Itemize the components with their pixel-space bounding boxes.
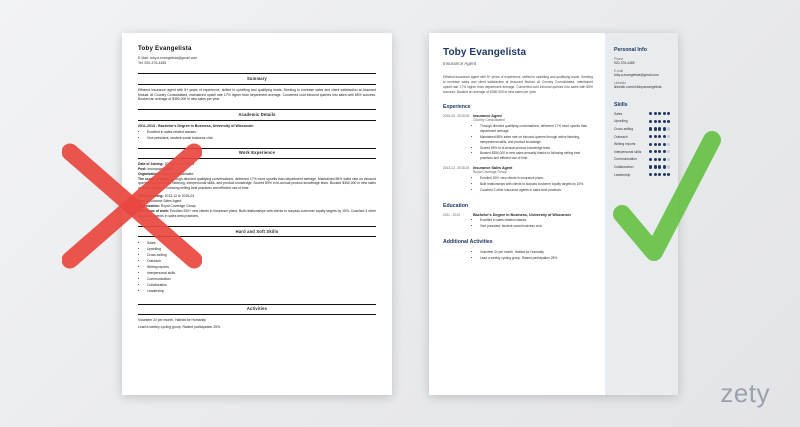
linkedin-value: linkedin.com/in/tobyaevangelista [614,85,662,90]
bad-activity-1: Lead a weekly cycling group. Raised participation 25%. [138,324,221,329]
bad-job-1-scope-label: The scope of work: [138,209,169,214]
good-exp-1-dates: 2013-12 - 2015-03 [443,166,470,171]
list-item: • Outreach [147,259,376,264]
bad-job-0-dates-value: 2015-03 to 2019-05 [164,161,195,166]
list-item: • Scored 89% in bi-annual product knowledge tests. [480,146,593,151]
skill-row [614,150,670,154]
skill-row [614,135,670,139]
skill-row [614,127,670,131]
list-item: • Excelled in sales-related classes. [147,130,376,135]
good-exp-1-title: Insurance Sales Agent [473,166,513,171]
skill-level-dots [649,135,670,138]
bad-job-0-dates-label: Date of Joining: [138,161,164,166]
good-exp-1-org: Royal Coverage Group [473,170,507,175]
bad-work-title: Work Experience [138,148,376,159]
skill-name: Sales [614,111,623,116]
bad-activity-0: Volunteer 2x per month, Habitat for Humanity [138,317,206,322]
bad-academic-entry: 2011-2013 - Bachelor's Degree in Business, University of Wisconsin [138,123,254,128]
list-item: • Booked $350,000 in new sales annually thanks to following selling best practices and efficient use of time. [480,151,593,161]
good-edu-dates: 2011 - 2013 [443,212,460,217]
skill-row [614,119,670,123]
bad-skills-col-1 [138,241,376,294]
bad-academic-bullets [138,130,376,141]
bad-skills-title: Hard and Soft Skills [138,226,376,237]
list-item: • Through directed qualifying conversations, delivered 17% more upsells than department average. [480,124,593,134]
linkedin-label: LinkedIn [614,81,627,86]
good-resume-document [429,33,678,395]
list-item: • Communication [147,277,376,282]
bad-resume-document [122,33,392,395]
list-item: • Built relationships with clients to surpass customer loyalty targets by 15%. [480,182,593,187]
skill-level-dots [649,112,670,115]
list-item: • Vice president, student social business club. [480,224,593,229]
bad-academic-section [138,109,376,140]
bad-resume-name: Toby Evangelista [138,45,192,52]
list-item: • Vice president, student social business club. [147,136,376,141]
good-education-title: Education [443,202,469,209]
skill-name: Leadership [614,172,631,177]
bad-job-1-post-value: Insurance Sales Agent [147,199,182,204]
skill-row [614,142,670,146]
skill-name: Communication [614,157,637,162]
list-item: • Volunteer 2x per month, Habitat for Humanity [480,250,593,255]
good-activities-entry [443,249,593,262]
good-experience-title: Experience [443,104,471,111]
bad-resume-phone: Tel: 920-376-4485 [138,61,167,66]
good-edu-degree: Bachelor's Degree in Business, University of Wisconsin [473,212,571,217]
good-resume-role: Insurance Agent [443,61,477,66]
list-item: • Sales [147,241,376,246]
bad-job-0-scope-value: Through directed qualifying conversations, delivered 17% more upsells than department average. Maintained 88% sales rate on inbound queries through active listening, interpersonal skills, and product knowledge. Scored 89% in bi-annual product knowledge tests. Booked $350,000 in new sales annually thanks to following selling best practices and efficient use of time. [138,176,376,191]
skill-row [614,165,670,169]
skill-name: Upselling [614,119,628,124]
good-exp-0-bullets [473,124,593,161]
list-item: • Excelled in sales-related classes. [480,218,593,223]
good-edu-bullets [473,218,593,229]
list-item: • Lead a weekly cycling group. Raised participation 25%. [480,256,593,261]
bad-job-1-dates-label: Date of Joining: [138,194,164,199]
bad-summary-text: Efficient insurance agent with 5+ years of experience, skilled in upselling and qualifying leads. Seeking to increase sales and client satisfaction at Assurant Mutual. At Country Consolidated, maintained upsell rate 17% higher than department average. Converted cold inbound queries into sales with 85% success. Booked an average of $350,000 in new sales per year. [138,87,376,102]
skill-row [614,157,670,161]
list-item: • Coached 3 other insurance agents in sales best practices. [480,188,593,193]
good-exp-0-title: Insurance Agent [473,114,502,119]
bad-job-1-dates-value: 2013-12 to 2015-03 [164,194,195,199]
good-resume-intro: Efficient insurance agent with 5+ years of experience, skilled in upselling and qualifying leads. Seeking to increase sales and client satisfaction at Assurant Mutual. At Country Consolidated, maintained upsell rate 17% higher than department average. Converted cold inbound queries into sales with 85% success. Booked an average of $350,000 in new sales per year. [443,75,593,95]
list-item: • Interpersonal skills [147,271,376,276]
good-resume-main-column [429,33,605,395]
bad-activities-title: Activities [138,304,376,315]
bad-job-1-scope-value: Enrolled 200+ new clients in insurance plans. Built relationships with clients to surpass customer loyalty targets by 15%. Coached 3 other insurance agents in sales best practices. [138,209,376,219]
zety-watermark: zety [720,378,770,408]
bad-job-0-scope [138,177,376,192]
skill-name: Outreach [614,134,628,139]
good-resume-name: Toby Evangelista [443,47,527,58]
bad-summary-title: Summary [138,73,376,84]
skill-name: Collaboration [614,164,634,169]
bad-job-1-post-label: Post: [138,199,147,204]
skill-name: Cross-selling [614,127,634,132]
bad-resume-email: E-Mail: toby.a.evangelista@gmail.com [138,55,198,60]
phone-value: 920-376-4485 [614,61,635,65]
skill-level-dots [649,150,670,153]
bad-job-0-scope-label: The scope of work: [138,176,170,181]
bad-job-0-post-label: Post: [138,166,147,171]
list-item: • Collaboration [147,283,376,288]
phone-label: Phone [614,57,624,61]
list-item: • Maintained 88% sales rate on inbound queries through active listening, interpersonal skills, and product knowledge. [480,135,593,145]
good-experience-entry [443,166,593,193]
skill-level-dots [649,158,670,161]
skill-name: Writing reports [614,142,636,147]
bad-activities-section [138,304,376,330]
skill-level-dots [649,143,670,146]
skill-row [614,173,670,177]
good-activities-bullets [473,250,593,261]
personal-info-item [614,81,670,90]
list-item: • Writing reports [147,265,376,270]
personal-info-item [614,57,670,66]
skills-title: Skills [614,101,628,108]
bad-job-1-org-value: Royal Coverage Group [160,204,196,209]
bad-job-0-org-label: Organization: [138,171,160,176]
email-label: E-mail [614,69,624,74]
good-exp-0-dates: 2015-03 - 2019-05 [443,114,470,119]
bad-job-1-scope [138,209,376,219]
good-exp-0-org: Country Consolidated [473,118,505,123]
list-item: • Upselling [147,247,376,252]
good-activities-spacer [443,249,473,262]
bad-work-section [138,148,376,219]
good-resume-sidebar [605,33,678,395]
bad-skills-section [138,226,376,297]
bad-summary-section [138,73,376,102]
good-education-entry [443,213,593,230]
skill-name: Interpersonal skills [614,149,642,154]
email-value: toby.a.evangelista@gmail.com [614,73,659,78]
skill-level-dots [649,173,670,176]
skill-level-dots [649,165,670,168]
bad-job-0-post-value: Insurance Agent [147,166,172,171]
skill-level-dots [649,127,670,130]
good-activities-title: Additional Activities [443,238,493,245]
list-item: • Cross-selling [147,253,376,258]
personal-info-item [614,69,670,78]
bad-academic-title: Academic Details [138,109,376,120]
bad-job-1-org-label: Organization: [138,204,160,209]
skill-row [614,112,670,116]
skill-level-dots [649,120,670,123]
good-experience-entry [443,114,593,162]
bad-job-0-org-value: Country Consolidated [160,171,194,176]
personal-info-title: Personal Info [614,47,647,53]
list-item: • Leadership [147,289,376,294]
good-exp-1-bullets [473,176,593,193]
list-item: • Enrolled 200+ new clients in insurance plans. [480,176,593,181]
